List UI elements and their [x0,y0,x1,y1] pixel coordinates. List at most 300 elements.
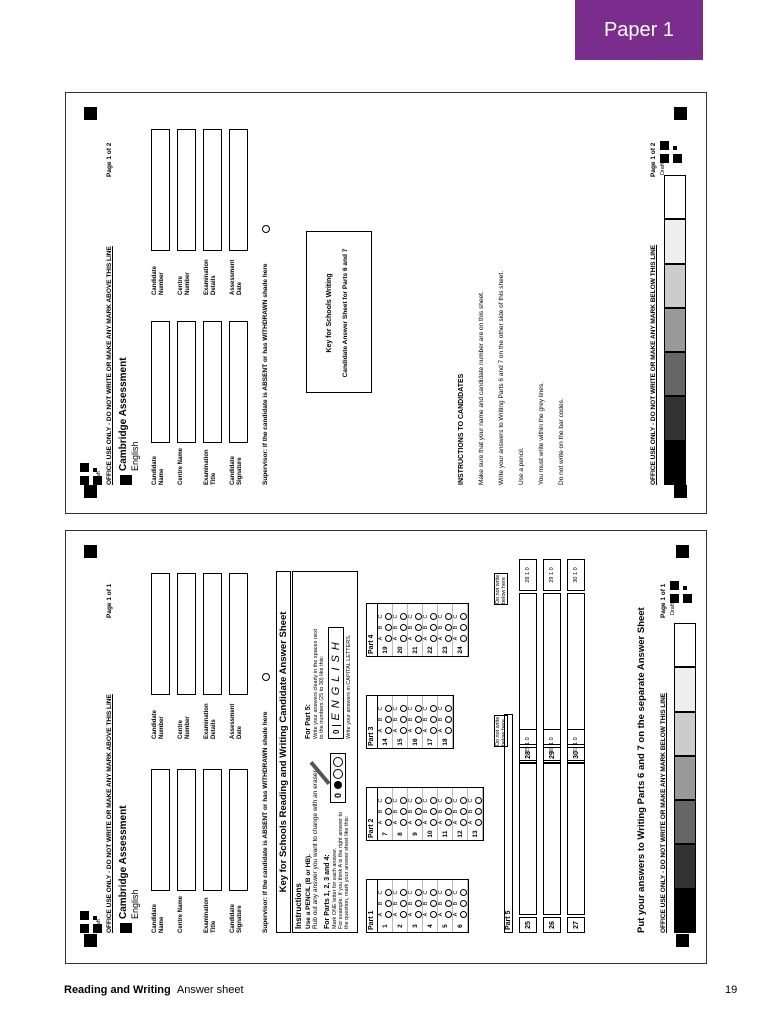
label-centre-name: Centre Name [178,447,184,485]
grey-swatch [664,441,686,485]
parts-1234-line1: Mark ONE letter for each answer. [332,847,338,929]
bubble-circle-icon [460,900,467,907]
answer-bubble[interactable] [378,909,392,920]
question-row [438,880,453,932]
answer-bubble[interactable] [453,817,467,828]
option-letter: B [468,809,474,814]
option-letter: A [408,728,414,733]
option-letter: C [378,706,384,711]
answer-bubble[interactable] [468,817,482,828]
footer-title: Answer sheet [176,984,244,996]
bubble-circle-icon [445,819,452,826]
parts-1234-line3: the question, mark your answer sheet like this: [344,815,350,929]
answer-bubble[interactable] [438,817,452,828]
bubble-circle-icon [430,705,437,712]
bubble-circle-icon [445,624,452,631]
part5-number: 30 [567,747,585,763]
question-row [408,788,423,840]
option-letter: A [423,636,429,641]
part-label: Part 2 [367,788,378,840]
question-number: 13 [471,830,479,838]
logo-shield-icon [120,475,132,485]
instructions-title: Instructions [294,883,303,929]
grey-swatch [674,667,696,711]
answer-bubble[interactable] [408,817,422,828]
label-centre-name: Centre Name [178,895,184,933]
part5-answer-field[interactable] [519,763,537,915]
grey-swatch [674,800,696,844]
centre-number-field[interactable] [177,573,196,695]
assessment-date-field[interactable] [229,129,248,251]
reading-writing-answer-sheet [65,530,707,964]
question-number: 11 [441,830,449,838]
grey-swatch [674,756,696,800]
answer-bubble[interactable] [393,795,407,806]
question-row [408,696,423,748]
question-row [393,788,408,840]
answer-bubble[interactable] [438,611,452,622]
sheet1-rotated-content [66,531,706,963]
instruction-line: Use a pencil. [518,447,525,485]
do-not-write-left: Do not write below here [495,716,507,746]
bubble-circle-icon [415,900,422,907]
option-letter: B [378,625,384,630]
answer-bubble[interactable] [438,703,452,714]
answer-bubble[interactable] [378,633,392,644]
part5-number: 29 [543,747,561,763]
bubble-circle-icon [430,808,437,815]
answer-bubble[interactable] [423,611,437,622]
answer-bubble[interactable] [423,633,437,644]
option-letter: C [453,798,459,803]
part5-number: 27 [567,917,585,933]
candidate-signature-field[interactable] [229,769,248,891]
option-letter: B [378,809,384,814]
answer-bubble[interactable] [408,622,422,633]
answer-bubble[interactable] [408,714,422,725]
option-letter: A [438,912,444,917]
option-letter: C [408,706,414,711]
office-use-bottom: OFFICE USE ONLY - DO NOT WRITE OR MAKE ANY MARK BELOW THIS LINE [650,244,657,485]
exam-details-field[interactable] [203,573,222,695]
label-candidate-number: Candidate Number [152,709,165,739]
answer-bubble[interactable] [408,611,422,622]
option-letter: B [438,809,444,814]
question-row [438,788,453,840]
label-candidate-name: Candidate Name [152,903,165,933]
bubble-circle-icon [430,635,437,642]
option-letter: C [393,798,399,803]
answer-bubble[interactable] [408,909,422,920]
answer-bubble[interactable] [393,622,407,633]
question-row [378,696,393,748]
answer-bubble[interactable] [393,703,407,714]
option-letter: A [378,636,384,641]
question-row [438,696,453,748]
instructions-rub: Rub out any answer you want to change with an eraser. [312,768,319,929]
answer-bubble[interactable] [423,887,437,898]
question-row [408,880,423,932]
candidate-name-field[interactable] [151,769,170,891]
answer-bubble[interactable] [438,898,452,909]
answer-bubble[interactable] [438,622,452,633]
option-letter: C [378,614,384,619]
centre-name-field[interactable] [177,321,196,443]
answer-bubble[interactable] [453,633,467,644]
option-letter: C [393,614,399,619]
answer-bubble[interactable] [438,714,452,725]
capitals-note: Write your answers in CAPITAL LETTERS. [346,634,352,739]
bubble-circle-icon [385,705,392,712]
answer-bubble[interactable] [378,725,392,736]
centre-name-field[interactable] [177,769,196,891]
question-row [423,604,438,656]
logo-sub: English [130,441,140,471]
bubble-circle-icon [385,819,392,826]
empty-bubble-icon [333,757,343,767]
bubble-circle-icon [415,819,422,826]
bubble-circle-icon [400,911,407,918]
example-word: ENGLISH [330,637,342,721]
answer-bubble[interactable] [393,806,407,817]
bubble-circle-icon [430,819,437,826]
part-label: Part 4 [367,604,378,656]
option-letter: B [453,625,459,630]
option-letter: A [423,912,429,917]
bubble-circle-icon [400,808,407,815]
answer-bubble[interactable] [408,806,422,817]
question-row [393,880,408,932]
candidate-number-field[interactable] [151,129,170,251]
bubble-circle-icon [415,797,422,804]
question-row [423,880,438,932]
bubble-circle-icon [400,727,407,734]
part5-answer-field[interactable] [567,593,585,745]
exam-title-field[interactable] [203,321,222,443]
answer-bubble[interactable] [393,611,407,622]
question-row [408,604,423,656]
answer-bubble[interactable] [393,898,407,909]
answer-bubble[interactable] [393,909,407,920]
option-letter: C [438,614,444,619]
answer-table-4 [366,603,469,657]
part5-row [544,559,560,763]
bubble-circle-icon [460,797,467,804]
option-letter: A [378,820,384,825]
centre-number-field[interactable] [177,129,196,251]
bubble-circle-icon [445,911,452,918]
answer-bubble[interactable] [438,806,452,817]
option-letter: A [468,820,474,825]
option-letter: C [438,798,444,803]
question-number: 16 [411,738,419,746]
bubble-circle-icon [445,635,452,642]
answer-bubble[interactable] [408,725,422,736]
supervisor-shade-circle[interactable] [262,673,270,681]
bubble-circle-icon [445,727,452,734]
grey-swatch [664,264,686,308]
draft-label: Draft [660,163,666,175]
bubble-circle-icon [385,716,392,723]
part5-number: 28 [519,747,537,763]
exam-details-field[interactable] [203,129,222,251]
answer-bubble[interactable] [378,898,392,909]
answer-bubble[interactable] [423,909,437,920]
option-letter: C [408,614,414,619]
question-row [453,604,468,656]
option-letter: C [453,614,459,619]
draft-label: Draft [96,471,102,483]
question-number: 9 [411,832,419,836]
option-letter: A [408,912,414,917]
bubble-circle-icon [415,911,422,918]
part5-answer-field[interactable] [567,763,585,915]
answer-bubble[interactable] [423,714,437,725]
parts-1234-line2: For example: If you think A is the right answer to [338,811,344,929]
page-number-bottom: Page 1 of 2 [650,142,657,177]
answer-bubble[interactable] [438,725,452,736]
barcode-icon [670,581,692,603]
bubble-circle-icon [460,819,467,826]
option-letter: A [453,636,459,641]
assessment-date-field[interactable] [229,573,248,695]
answer-bubble[interactable] [468,795,482,806]
option-letter: B [393,717,399,722]
marker-box: 30 1 0 [567,559,585,591]
answer-bubble[interactable] [393,725,407,736]
option-letter: A [408,820,414,825]
question-number: 24 [456,646,464,654]
option-letter: C [468,798,474,803]
answer-bubble[interactable] [423,622,437,633]
bubble-circle-icon [385,808,392,815]
draft-label: Draft [670,603,676,615]
question-number: 22 [426,646,434,654]
bubble-circle-icon [400,716,407,723]
answer-bubble[interactable] [408,898,422,909]
supervisor-note: Supervisor: If the candidate is ABSENT or has WITHDRAWN shade here [262,711,269,933]
label-centre-number: Centre Number [178,716,191,739]
grey-swatch [674,844,696,888]
grey-scale-strip [664,175,686,485]
part5-answer-field[interactable] [543,763,561,915]
label-centre-number: Centre Number [178,272,191,295]
label-exam-details: Examination Details [204,703,217,739]
instruction-line: Write your answers to Writing Parts 6 and 7 on the other side of this sheet. [498,270,505,485]
answer-bubble[interactable] [423,817,437,828]
answer-bubble[interactable] [423,703,437,714]
option-letter: B [393,809,399,814]
writing-answer-sheet [65,92,707,514]
question-number: 12 [456,830,464,838]
answer-bubble[interactable] [378,806,392,817]
part5-answer-field[interactable] [543,593,561,745]
marker-box: 25 1 0 [519,729,537,761]
option-letter: A [423,728,429,733]
answer-bubble[interactable] [378,887,392,898]
bubble-circle-icon [460,911,467,918]
part5-instruction-line1: Write your answers clearly in the spaces next [313,628,319,739]
page-number-bottom: Page 1 of 1 [660,583,667,618]
bubble-circle-icon [400,797,407,804]
answer-bubble[interactable] [408,633,422,644]
question-row [393,604,408,656]
bubble-circle-icon [430,911,437,918]
logo-main: Cambridge Assessment [118,805,129,919]
bubble-circle-icon [415,613,422,620]
part5-instruction-title: For Part 5: [305,703,312,739]
page-number: Page 1 of 2 [106,142,113,177]
empty-bubble-icon [333,769,343,779]
bubble-circle-icon [400,819,407,826]
candidate-number-field[interactable] [151,573,170,695]
sheet-title-box [306,231,372,393]
bubble-circle-icon [460,624,467,631]
filled-bubble-icon [334,781,342,789]
part5-number: 26 [543,917,561,933]
answer-bubble[interactable] [378,817,392,828]
footer-section-name: Reading and Writing [64,984,171,996]
bubble-circle-icon [415,716,422,723]
answer-bubble[interactable] [438,909,452,920]
label-candidate-name: Candidate Name [152,455,165,485]
option-letter: A [393,912,399,917]
question-row [423,788,438,840]
box-subtitle: Candidate Answer Sheet for Parts 6 and 7 [342,248,349,378]
question-number: 10 [426,830,434,838]
grey-swatch [674,712,696,756]
question-number: 14 [381,738,389,746]
answer-bubble[interactable] [408,887,422,898]
answer-bubble[interactable] [378,703,392,714]
answer-bubble[interactable] [378,714,392,725]
bubble-circle-icon [460,613,467,620]
option-letter: C [438,890,444,895]
answer-bubble[interactable] [453,887,467,898]
answer-bubble[interactable] [393,887,407,898]
answer-bubble[interactable] [438,795,452,806]
marker-box: 26 1 0 [543,729,561,761]
grey-swatch [664,396,686,440]
question-row [378,880,393,932]
bubble-circle-icon [460,635,467,642]
label-candidate-signature: Candidate Signature [230,455,243,485]
answer-bubble[interactable] [408,703,422,714]
question-row [453,880,468,932]
bubble-circle-icon [400,613,407,620]
exam-title-field[interactable] [203,769,222,891]
bubble-circle-icon [430,727,437,734]
bubble-circle-icon [445,889,452,896]
answer-bubble[interactable] [378,611,392,622]
option-letter: A [438,820,444,825]
bubble-circle-icon [430,797,437,804]
option-letter: C [408,890,414,895]
answer-bubble[interactable] [393,633,407,644]
instruction-line: Make sure that your name and candidate number are on this sheet. [478,291,485,485]
option-letter: B [393,625,399,630]
option-letter: A [438,636,444,641]
answer-bubble[interactable] [453,611,467,622]
answer-bubble[interactable] [453,622,467,633]
part-label: Part 3 [367,696,378,748]
answer-bubble[interactable] [438,887,452,898]
bubble-circle-icon [400,705,407,712]
bubble-circle-icon [400,635,407,642]
question-number: 18 [441,738,449,746]
question-number: 2 [396,924,404,928]
option-letter: B [408,901,414,906]
answer-bubble[interactable] [423,795,437,806]
bubble-circle-icon [445,705,452,712]
footer-page: 19 [725,984,738,996]
answer-bubble[interactable] [453,795,467,806]
sheet2-rotated-content [66,93,706,513]
candidate-signature-field[interactable] [229,321,248,443]
label-candidate-number: Candidate Number [152,265,165,295]
answer-bubble[interactable] [423,806,437,817]
bubble-circle-icon [460,889,467,896]
parts-1234-title: For Parts 1, 2, 3 and 4: [324,854,331,929]
option-letter: A [393,728,399,733]
part5-label: Part 5 [504,714,513,933]
bubble-circle-icon [475,819,482,826]
option-letter: B [408,809,414,814]
part-label: Part 1 [367,880,378,932]
answer-bubble[interactable] [393,714,407,725]
bubble-circle-icon [400,889,407,896]
candidate-name-field[interactable] [151,321,170,443]
supervisor-shade-circle[interactable] [262,225,270,233]
grey-swatch [664,175,686,219]
marker-box: 29 1 0 [543,559,561,591]
part5-row [520,559,536,763]
answer-bubble[interactable] [408,795,422,806]
option-letter: C [393,706,399,711]
bubble-circle-icon [385,613,392,620]
grey-swatch [674,623,696,667]
option-letter: B [453,809,459,814]
answer-bubble[interactable] [423,725,437,736]
option-letter: C [408,798,414,803]
option-letter: C [423,798,429,803]
option-letter: A [453,912,459,917]
option-letter: C [393,890,399,895]
example-number: 0 [333,792,343,798]
answer-bubble[interactable] [378,622,392,633]
answer-bubble[interactable] [423,898,437,909]
answer-bubble[interactable] [453,898,467,909]
option-letter: C [423,890,429,895]
option-letter: B [438,717,444,722]
option-letter: B [408,717,414,722]
answer-table-1 [366,879,469,933]
answer-bubble[interactable] [453,909,467,920]
answer-bubble[interactable] [393,817,407,828]
answer-bubble[interactable] [438,633,452,644]
do-not-write-right: Do not write below here [495,574,507,604]
instruction-line: Do not write on the bar codes. [558,398,565,485]
marker-box: 28 1 0 [519,559,537,591]
bubble-circle-icon [430,624,437,631]
part5-answer-field[interactable] [519,593,537,745]
draft-label: Draft [96,919,102,931]
logo-main: Cambridge Assessment [118,357,129,471]
answer-bubble[interactable] [453,806,467,817]
answer-bubble[interactable] [378,795,392,806]
bubble-circle-icon [445,900,452,907]
answer-bubble[interactable] [468,806,482,817]
